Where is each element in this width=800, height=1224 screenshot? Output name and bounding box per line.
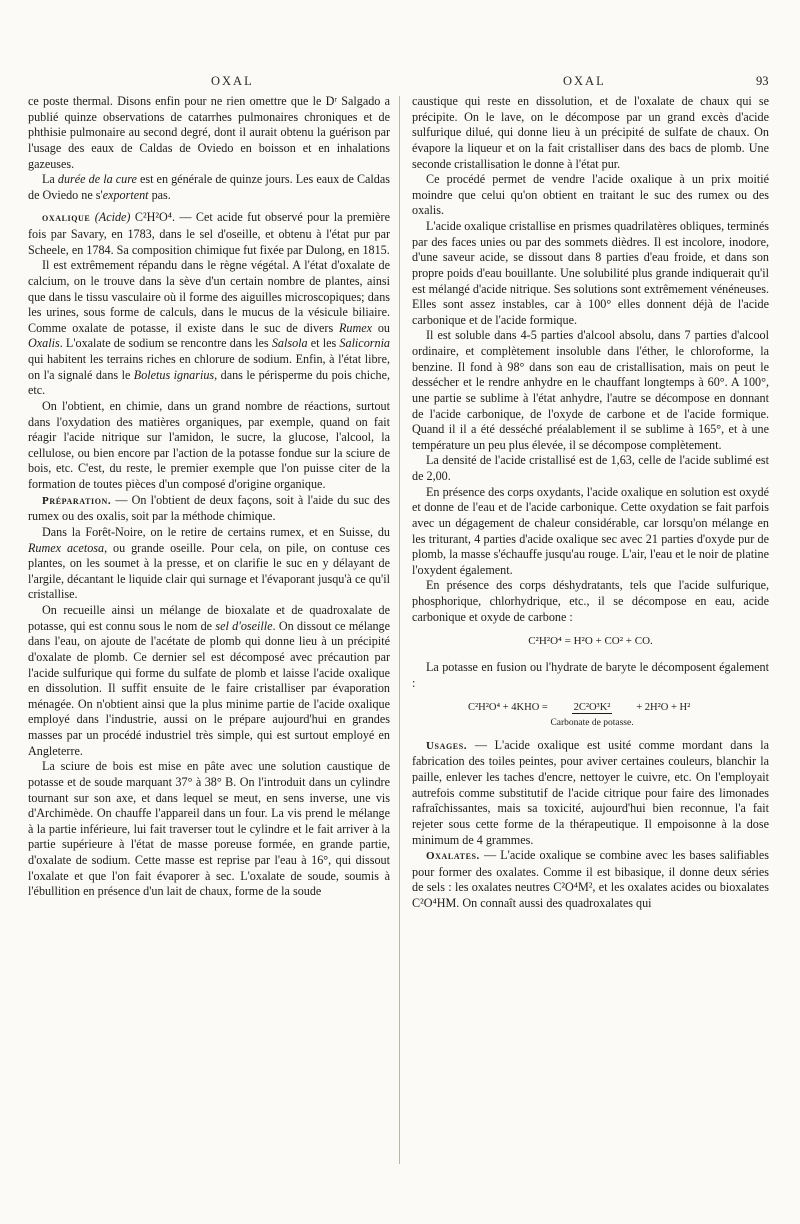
section-heading: Usages. <box>426 739 468 752</box>
running-head-right: OXAL <box>563 74 606 88</box>
equation-potash-fusion: C²H²O⁴ + 4KHO = 2C²O³K² Carbonate de potasse. + 2H²O + H² <box>468 702 691 728</box>
section-usages: Usages. — L'acide oxalique est usité comme mordant dans la fabrication des toiles peintes, pour aviver certaines couleurs, blanchir la paille, enlever les taches d'encre, nettoyer le cuivre, etc. On l'employait autrefois comme substitutif de l'acide citrique pour faire des limonades rafraîchissantes, mais sa toxicité, aujourd'hui bien reconnue, l'a fait rejeter sous cette forme de la thérapeutique. Il empoisonne à la dose minimum de 4 grammes. <box>412 737 769 847</box>
paragraph: Il est soluble dans 4-5 parties d'alcool absolu, dans 7 parties d'alcool ordinaire, et complètement insoluble dans l'éther, le chloroforme, la benzine. Il fond à 98° dans son eau de cristallisation, mais on peut le dessécher et le rendre anhydre en le chauffant longtemps à 60°. A 100°, une partie se sublime à l'état anhydre, l'autre se décompose en donnant de l'acide carbonique, de l'oxyde de carbone et de l'acide formique. Quand il il a été desséché préalablement il se sublime à 165°, et à une température un peu plus élevée, il se décompose complètement. <box>412 328 769 452</box>
paragraph: On recueille ainsi un mélange de bioxalate et de quadroxalate de potasse, qui est connu sous le nom de sel d'oseille. On dissout ce mélange dans l'eau, on ajoute de l'acétate de plomb qui donne lieu à un précipité d'oxalate de plomb. Ce dernier sel est décomposé avec précaution par l'acide sulfurique qui forme du sulfate de plomb et laisse l'acide oxalique en dissolution. Il suffit ensuite de le faire cristalliser par évaporation ménagée. On n'obtient ainsi que la plus minime partie de l'acide oxalique employé dans l'industrie, aussi on le prépare aujourd'hui en grandes masses par un procédé industriel très simple, qui est surtout employé en Angleterre. <box>28 603 390 758</box>
paragraph: Dans la Forêt-Noire, on le retire de certains rumex, et en Suisse, du Rumex acetosa, ou grande oseille. Pour cela, on pile, on contuse ces plantes, on les soumet à la presse, et on clarifie le suc en y délayant de l'argile, décantant le liquide clair qui surnage et l'évaporant jusqu'à ce qu'il cristallise. <box>28 524 391 602</box>
section-heading: Oxalates. <box>426 850 480 863</box>
paragraph: On l'obtient, en chimie, dans un grand nombre de réactions, surtout dans l'oxydation des matières organiques, par exemple, quand on fait réagir l'acide nitrique sur l'amidon, le sucre, la glucose, l'alcool, la cellulose, ou bien encore par l'action de la potasse fondue sur la sciure de bois, etc. C'est, du reste, le premier exemple que l'on puisse citer de la formation de toutes pièces d'un composé d'origine organique. <box>28 398 390 491</box>
paragraph: ce poste thermal. Disons enfin pour ne rien omettre que le Dʳ Salgado a publié quinze observations de catarrhes pulmonaires chroniques et de phthisie pulmonaire au second degré, dont il aurait obtenu la guérison par l'usage des eaux de Caldas de Oviedo en boisson et en inhalations gazeuses. <box>28 94 390 171</box>
running-head-left: OXAL <box>211 74 254 88</box>
page-number: 93 <box>756 74 769 88</box>
right-column <box>412 94 769 912</box>
paragraph: Ce procédé permet de vendre l'acide oxalique à un prix moitié moindre que celui qu'on obtient en traitant le suc des rumex ou des oxalis. <box>412 172 769 218</box>
section-preparation: Préparation. — On l'obtient de deux façons, soit à l'aide du suc des rumex ou des oxalis, soit par la méthode chimique. <box>28 492 390 524</box>
paragraph: L'acide oxalique cristallise en prismes quadrilatères obliques, terminés par des faces unies ou par des sommets dièdres. Il est incolore, inodore, d'une saveur acide, se dissout dans 8 parties d'eau froide, et dans son propre poids d'eau bouillante. Une solubilité plus grande indiquerait qu'il est mélangé d'acide nitrique. Ses solutions sont extrêmement vénéneuses. Elles sont assez instables, car à 100° elles donnent déjà de l'acide carbonique et de l'acide formique. <box>412 219 769 327</box>
paragraph: La potasse en fusion ou l'hydrate de baryte le décomposent également : <box>412 659 769 690</box>
paragraph: En présence des corps déshydratants, tels que l'acide sulfurique, phosphorique, chlorhydrique, etc., il se décompose en eau, acide carbonique et oxyde de carbone : <box>412 578 769 624</box>
paragraph: La densité de l'acide cristallisé est de 1,63, celle de l'acide sublimé est de 2,00. <box>412 453 769 483</box>
entry-oxalique: oxalique (Acide) C²H²O⁴. — Cet acide fut observé pour la première fois par Savary, en 1783, dans le sel d'oseille, et obtenu à l'état pur par Scheele, en 1784. Sa composition chimique fut fixée par Dulong, en 1815. <box>28 210 390 257</box>
section-oxalates: Oxalates. — L'acide oxalique se combine avec les bases salifiables pour former des oxalates. Comme il est bibasique, il donne deux séries de sels : les oxalates neutres C²O⁴M², et les oxalates acides ou bioxalates C²O⁴HM. On connaît aussi des quadroxalates qui <box>412 848 769 910</box>
left-column <box>28 94 390 900</box>
paragraph: La durée de la cure est en générale de quinze jours. Les eaux de Caldas de Oviedo ne s'exportent pas. <box>28 172 390 202</box>
paragraph: En présence des corps oxydants, l'acide oxalique en solution est oxydé et donne de l'eau et de l'acide carbonique. Cette oxydation se fait parfois avec un dégagement de chaleur considérable, car lorsqu'on mélange en les triturant, 4 parties d'acide oxalique sec avec 21 parties d'oxyde pur de plomb, la masse s'échauffe jusqu'au rouge. L'air, l'eau et le noir de platine l'oxydent également. <box>412 484 769 577</box>
paragraph: Il est extrêmement répandu dans le règne végétal. A l'état d'oxalate de calcium, on le trouve dans la sève d'un certain nombre de plantes, ainsi que dans le tissu vasculaire où il forme des aiguilles microscopiques; dans les urines, sous forme de calculs, dans le mucus de la vésicule biliaire. Comme oxalate de potasse, il existe dans le suc de divers Rumex ou Oxalis. L'oxalate de sodium se rencontre dans les Salsola et les Salicornia qui habitent les terrains riches en chlorure de sodium. Enfin, à l'état libre, on l'a signalé dans le Boletus ignarius, dans le périsperme du pois chiche, etc. <box>28 258 391 398</box>
section-heading: Préparation. <box>42 494 112 507</box>
equation-decomposition: C²H²O⁴ = H²O + CO² + CO. <box>528 635 653 648</box>
entry-heading: oxalique <box>42 212 91 225</box>
equation-caption: Carbonate de potasse. <box>550 717 634 728</box>
paragraph: caustique qui reste en dissolution, et de l'oxalate de chaux qui se précipite. On le lave, on le décompose par un grand excès d'acide sulfurique dilué, qui donne lieu à un précipité de sulfate de chaux. On évapore la liqueur et on la fait cristalliser dans des bacs de plomb. Une seconde cristallisation le donne à l'état pur. <box>412 94 769 171</box>
column-divider <box>399 96 400 1164</box>
paragraph: La sciure de bois est mise en pâte avec une solution caustique de potasse et de soude marquant 37° à 38° B. On l'introduit dans un cylindre tournant sur son axe, et dans lequel se meut, en sens inverse, une vis d'Archimède. On chauffe l'appareil dans un four. La vis prend le mélange à la partie inférieure, lui fait traverser tout le cylindre et le fait arriver à la partie supérieure à l'état de masse poreuse formée, en grande partie, d'oxalate de sodium. Cette masse est reprise par l'eau à 16°, qui dissout l'oxalate et que l'on fait évaporer à sec. L'oxalate de soude, soumis à l'ébullition en présence d'un lait de chaux, forme de la soude <box>28 759 390 899</box>
